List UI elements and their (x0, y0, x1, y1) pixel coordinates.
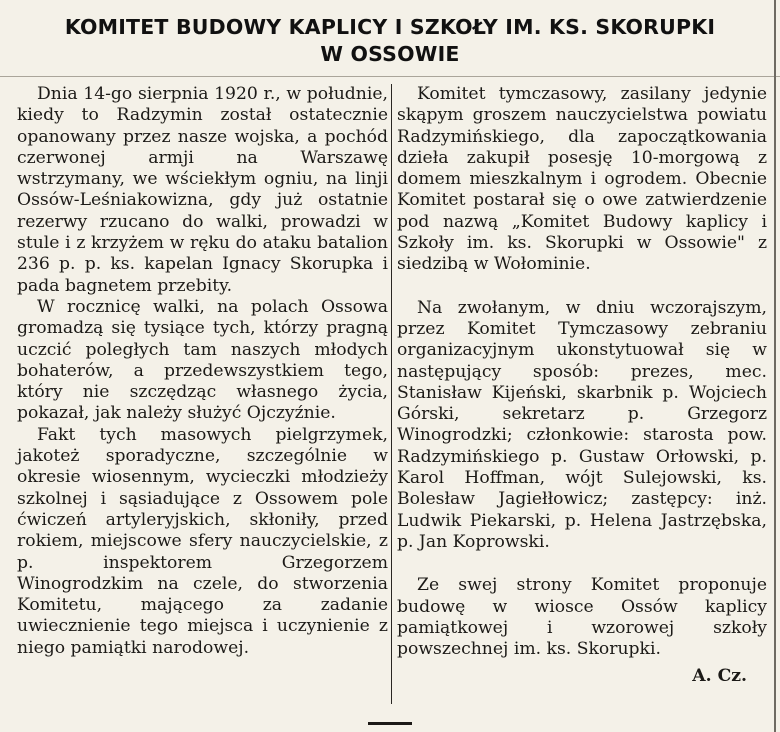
page-edge-rule (774, 0, 776, 732)
author-signature: A. Cz. (692, 666, 747, 687)
title-rule (0, 76, 780, 77)
end-of-article-rule (368, 722, 412, 725)
title-line-2: W OSSOWIE (320, 42, 460, 66)
left-column (17, 84, 388, 659)
title-line-1: KOMITET BUDOWY KAPLICY I SZKOŁY IM. KS. SKORUPKI (64, 15, 716, 39)
right-column (397, 84, 767, 688)
paragraph: Ze swej strony Komitet proponuje budowę w wiosce Ossów kaplicy pamiątkowej i wzorowej szkoły powszechnej im. ks. Skorupki. (397, 575, 767, 660)
column-divider (391, 84, 392, 704)
article-title (0, 14, 780, 68)
paragraph: W rocznicę walki, na polach Ossowa gromadzą się tysiące tych, którzy pragną uczcić poległych tam naszych młodych bohaterów, a przedewszystkiem tego, który nie szczędząc własnego życia, pokazał, jak należy służyć Ojczyźnie. (17, 296, 388, 424)
paragraph: Fakt tych masowych pielgrzymek, jakoteż sporadyczne, szczególnie w okresie wiosennym, wycieczki młodzieży szkolnej i sąsiadujące z Ossowem pole ćwiczeń artyleryjskich, skłoniły, przed rokiem, miejscowe sfery nauczycielskie, z p. inspektorem Grzegorzem Winogrodzkim na czele, do stworzenia Komitetu, mającego za zadanie uwiecznienie tego miejsca i uczynienie z niego pamiątki narodowej. (17, 424, 388, 658)
paragraph: Na zwołanym, w dniu wczorajszym, przez Komitet Tymczasowy zebraniu organizacyjnym ukonstytuował się w następujący sposób: prezes, mec. Stanisław Kijeński, skarbnik p. Wojciech Górski, sekretarz p. Grzegorz Winogrodzki; członkowie: starosta pow. Radzymińskiego p. Gustaw Orłowski, p. Karol Hoffman, wójt Sulejowski, ks. Bolesław Jagiełłowicz; zastępcy: inż. Ludwik Piekarski, p. Helena Jastrzębska, p. Jan Koprowski. (397, 297, 767, 552)
paragraph: Komitet tymczasowy, zasilany jedynie skąpym groszem nauczycielstwa powiatu Radzymińskiego, dla zapoczątkowania dzieła zakupił posesję 10-morgową z domem mieszkalnym i ogrodem. Obecnie Komitet postarał się o owe zatwierdzenie pod nazwą „Komitet Budowy kaplicy i Szkoły im. ks. Skorupki w Ossowie" z siedzibą w Wołominie. (397, 84, 767, 275)
paragraph: Dnia 14-go sierpnia 1920 r., w południe, kiedy to Radzymin został ostatecznie opanowany przez nasze wojska, a pochód czerwonej armji na Warszawę wstrzymany, we wściekłym ogniu, na linji Ossów-Leśniakowizna, gdy już ostatnie rezerwy rzucano do walki, prowadzi w stule i z krzyżem w ręku do ataku batalion 236 p. p. ks. kapelan Ignacy Skorupka i pada bagnetem przebity. (17, 84, 388, 296)
